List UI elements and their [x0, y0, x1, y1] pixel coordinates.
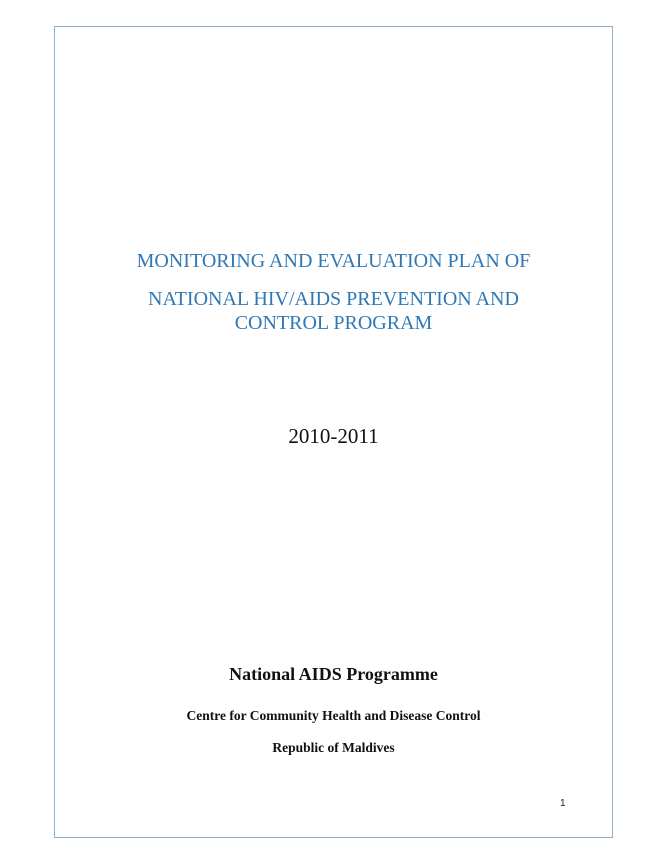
title-line-2: NATIONAL HIV/AIDS PREVENTION AND: [148, 288, 519, 310]
page-number: 1: [560, 798, 566, 809]
country: Republic of Maldives: [272, 740, 395, 755]
title-line-1: MONITORING AND EVALUATION PLAN OF: [136, 250, 531, 272]
period: 2010-2011: [288, 424, 379, 448]
organization: National AIDS Programme: [229, 664, 438, 684]
department: Centre for Community Health and Disease Control: [186, 708, 481, 723]
title-line-3: CONTROL PROGRAM: [234, 312, 433, 334]
